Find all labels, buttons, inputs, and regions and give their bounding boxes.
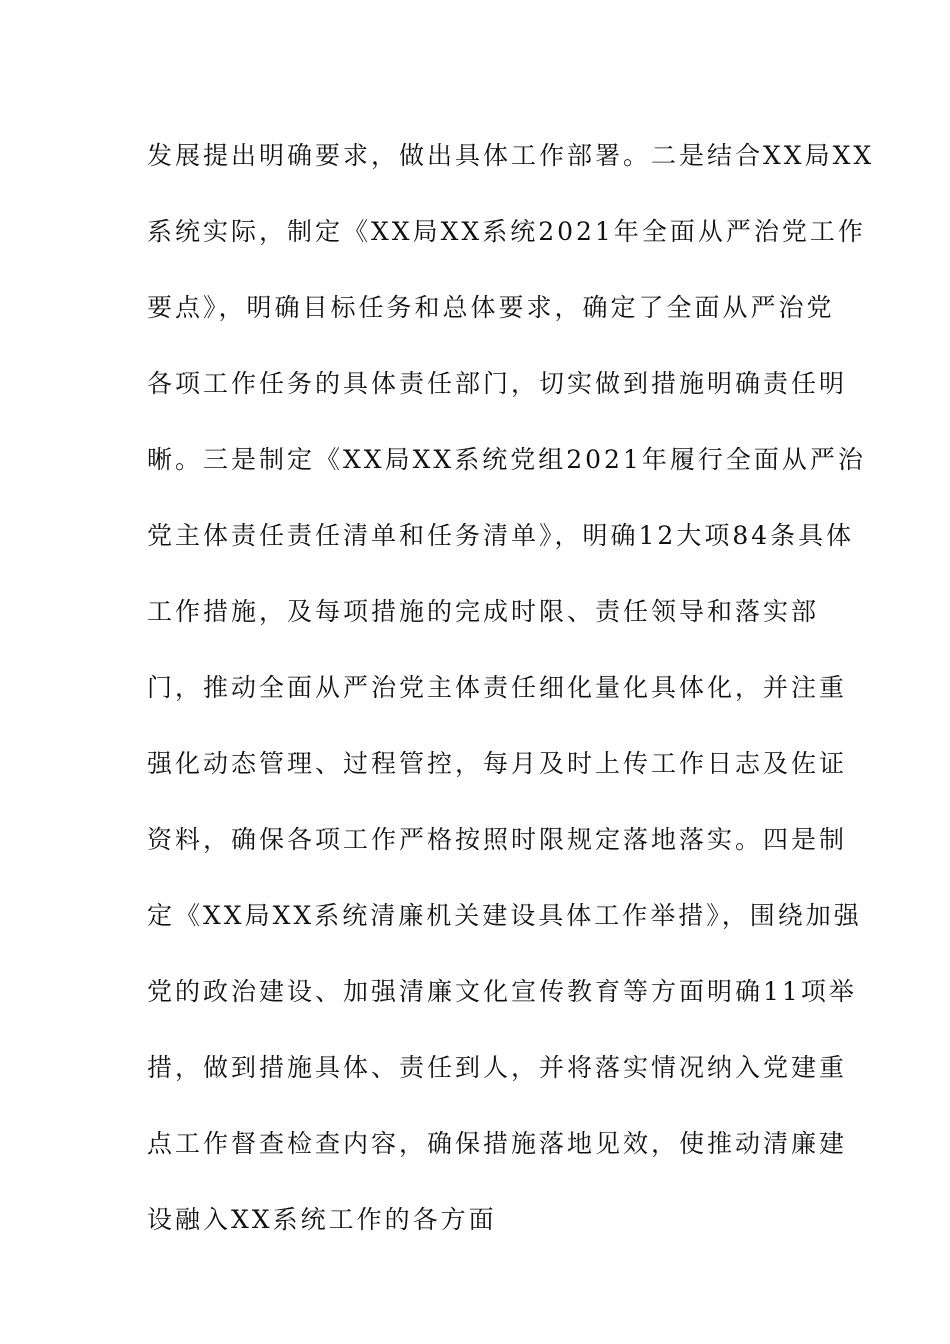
text-line: 点工作督查检查内容，确保措施落地见效，使推动清廉建 (147, 1129, 848, 1158)
text-line: 设融入XX系统工作的各方面 (147, 1205, 497, 1234)
text-line: 党主体责任责任清单和任务清单》，明确12大项84条具体 (147, 521, 855, 550)
text-line: 门，推动全面从严治党主体责任细化量化具体化，并注重 (147, 673, 848, 702)
text-line: 资料，确保各项工作严格按照时限规定落地落实。四是制 (147, 825, 848, 854)
text-line: 工作措施，及每项措施的完成时限、责任领导和落实部 (147, 597, 820, 626)
text-line: 要点》，明确目标任务和总体要求，确定了全面从严治党 (147, 293, 835, 322)
text-line: 党的政治建设、加强清廉文化宣传教育等方面明确11项举 (147, 977, 857, 1006)
text-line: 晰。三是制定《XX局XX系统党组2021年履行全面从严治 (147, 445, 866, 474)
text-line: 发展提出明确要求，做出具体工作部署。二是结合XX局XX (147, 141, 875, 170)
text-line: 强化动态管理、过程管控，每月及时上传工作日志及佐证 (147, 749, 848, 778)
text-line: 各项工作任务的具体责任部门，切实做到措施明确责任明 (147, 369, 848, 398)
body-text (147, 128, 875, 1268)
text-line: 措，做到措施具体、责任到人，并将落实情况纳入党建重 (147, 1053, 848, 1082)
text-line: 定《XX局XX系统清廉机关建设具体工作举措》，围绕加强 (147, 901, 862, 930)
text-line: 系统实际，制定《XX局XX系统2021年全面从严治党工作 (147, 217, 866, 246)
